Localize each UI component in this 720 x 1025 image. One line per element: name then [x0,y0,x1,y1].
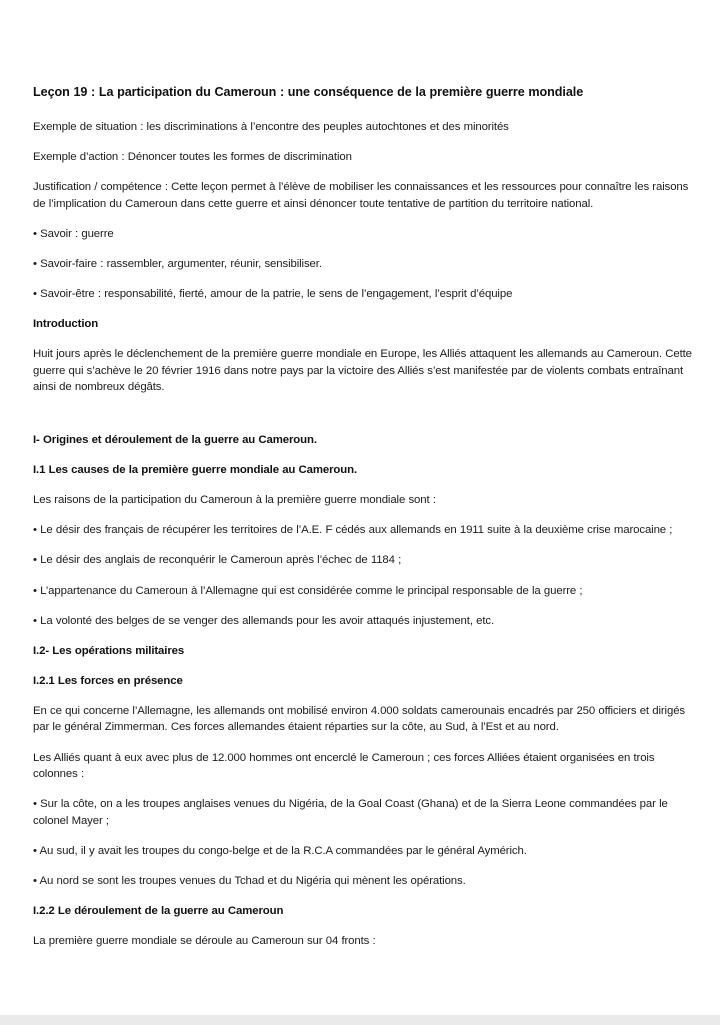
bullet-colonne-nord: • Au nord se sont les troupes venues du Tchad et du Nigéria qui mènent les opérations. [33,875,466,888]
paragraph-justification-competence: Justification / compétence : Cette leçon permet à l’élève de mobiliser les connaissances et les ressources pour connaître les raisons de l’implication du Cameroun dans cette guerre et ainsi dénoncer toute tentative de partition du territoire national. [33,181,689,210]
bullet-cause-belges: • La volonté des belges de se venger des allemands pour les avoir attaqués injustement, etc. [33,614,495,627]
paragraph-forces-allemandes: En ce qui concerne l’Allemagne, les allemands ont mobilisé environ 4.000 soldats camerounais encadrés par 250 officiers et dirigés par le général Zimmerman. Ces forces allemandes étaient réparties sur la côte, au Sud, à l’Est et au nord. [33,704,685,734]
bullet-cause-appartenance-allemagne: • L’appartenance du Cameroun à l’Allemagne qui est considérée comme le principal responsable de la guerre ; [33,584,583,597]
bullet-cause-francais: • Le désir des français de récupérer les territoires de l’A.E. F cédés aux allemands en 1911 suite à la deuxième crise marocaine ; [33,524,673,537]
heading-section-1-2-1: I.2.1 Les forces en présence [33,674,183,687]
paragraph-raisons-intro: Les raisons de la participation du Cameroun à la première guerre mondiale sont : [33,494,436,507]
bullet-savoir: • Savoir : guerre [33,227,114,240]
heading-section-1-1: I.1 Les causes de la première guerre mondiale au Cameroun. [33,464,357,477]
heading-introduction: Introduction [33,318,99,331]
page-title: Leçon 19 : La participation du Cameroun : une conséquence de la première guerre mondiale [33,85,584,99]
bullet-savoir-etre: • Savoir-être : responsabilité, fierté, amour de la patrie, le sens de l’engagement, l’esprit d’équipe [33,288,513,301]
page-bottom-gutter [0,1015,720,1025]
bullet-savoir-faire: • Savoir-faire : rassembler, argumenter, réunir, sensibiliser. [33,257,322,270]
bullet-colonne-cote: • Sur la côte, on a les troupes anglaises venues du Nigéria, de la Goal Coast (Ghana) et de la Sierra Leone commandées par le colonel Mayer ; [33,798,668,827]
document-block-list [33,119,701,950]
paragraph-forces-alliees: Les Alliés quant à eux avec plus de 12.000 hommes ont encerclé le Cameroun ; ces forces Alliées étaient organisées en trois colonnes : [33,751,655,781]
paragraph-fronts: La première guerre mondiale se déroule au Cameroun sur 04 fronts : [33,935,376,948]
document-content [33,84,701,963]
heading-section-1-2-2: I.2.2 Le déroulement de la guerre au Cameroun [33,905,284,918]
paragraph-exemple-situation: Exemple de situation : les discriminations à l’encontre des peuples autochtones et des minorités [33,121,509,133]
heading-section-1: I- Origines et déroulement de la guerre au Cameroun. [33,434,317,447]
paragraph-introduction-body: Huit jours après le déclenchement de la première guerre mondiale en Europe, les Alliés attaquent les allemands au Cameroun. Cette guerre qui s’achève le 20 février 1916 dans notre pays par la victoire des Alliés s’est manifestée par de violents combats entraînant ainsi de nombreux dégâts. [33,348,692,394]
heading-section-1-2: I.2- Les opérations militaires [33,644,185,657]
paragraph-exemple-action: Exemple d’action : Dénoncer toutes les formes de discrimination [33,151,352,164]
bullet-cause-anglais: • Le désir des anglais de reconquérir le Cameroun après l’échec de 1184 ; [33,554,402,567]
bullet-colonne-sud: • Au sud, il y avait les troupes du congo-belge et de la R.C.A commandées par le général Aymérich. [33,844,527,857]
